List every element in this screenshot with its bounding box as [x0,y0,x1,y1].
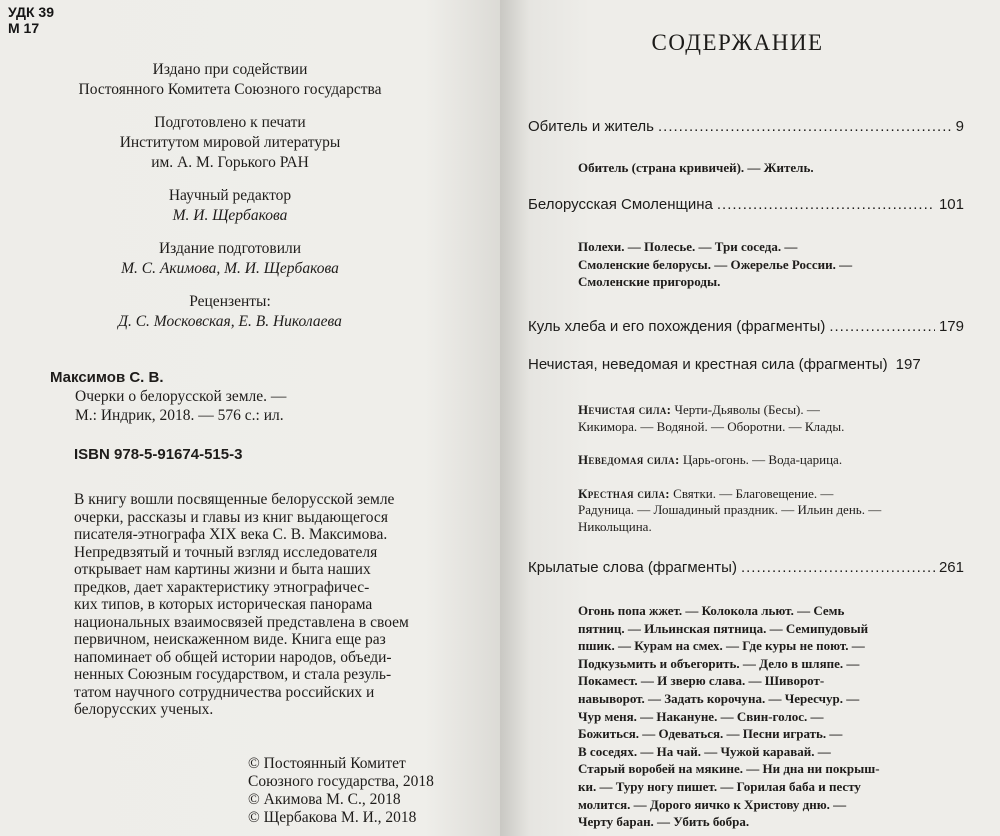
annotation-line: ненных Союзным государством, и стала резуль- [74,666,392,683]
subentry-line [578,486,968,503]
toc-entry-page: 179 [938,318,964,335]
editor-name: М. И. Щербакова [172,207,288,224]
subentry-line: пятниц. — Ильинская пятница. — Семипудовый [578,620,869,636]
toc-entry-title: Нечистая, неведомая и крестная сила (фрагменты) [528,356,888,373]
toc-heading: СОДЕРЖАНИЕ [651,30,824,55]
subentry-line: Огонь попа жжет. — Колокола льют. — Семь [578,603,845,618]
toc-subentries-sila [578,402,968,535]
copyright-line: © Щербакова М. И., 2018 [248,809,417,826]
subentry-label: Крестная сила: [578,485,670,501]
toc-subentries [578,160,968,177]
subentry-label: Неведомая сила: [578,452,680,467]
annotation-line: Непредвзятый и точный взгляд исследователя [74,543,378,561]
toc-entry-page: 261 [938,559,964,576]
toc-subentries [578,238,968,291]
subentry-line [578,452,968,469]
credit-group [0,60,460,100]
credit-group [0,113,460,173]
annotation [74,491,424,719]
annotation-line: предков, дает характеристику этнографичес- [74,578,370,596]
subentry-line: Старый воробей на мякине. — Ни дна ни покрыш- [578,761,880,777]
toc-entry-title: Крылатые слова (фрагменты) [528,559,737,576]
subentry-line: Никольщина. [578,518,652,534]
isbn: ISBN 978-5-91674-515-3 [74,446,243,463]
annotation-line: белорусских ученых. [74,701,214,718]
credit-line: Издание подготовили [158,240,302,257]
subentry-line: ки. — Туру ногу пишет. — Горилая баба и песту [578,778,861,794]
credit-line: Подготовлено к печати [154,114,306,131]
credit-line: им. А. М. Горького РАН [151,154,309,171]
subentry-line: пшик. — Курам на смех. — Где куры не поют. — [578,638,865,654]
credit-line: Издано при содействии [152,61,308,78]
toc-entry-title: Куль хлеба и его похождения (фрагменты) [528,318,826,335]
toc-entry[interactable] [528,196,964,213]
subentry-line: Обитель (страна кривичей). — Житель. [578,160,814,175]
subentry-line: Кикимора. — Водяной. — Оборотни. — Клады. [578,418,845,434]
toc-entry-page: 101 [938,196,964,213]
toc-leader [658,118,952,135]
credit-group-prepared [0,239,460,279]
copyright-line: Союзного государства, 2018 [248,773,434,790]
annotation-line: писателя-этнографа XIX века С. В. Максимова. [74,526,388,543]
annotation-line: открывает нам картины жизни и быта наших [74,561,371,578]
bibliographic-record [50,368,286,425]
udk-code [8,4,54,36]
toc-entry[interactable] [528,118,964,135]
toc-entry-page: 197 [895,356,921,373]
subentry-line: навыворот. — Задать корочуна. — Чересчур. — [578,690,860,706]
subentry-line: Покамест. — И зверю слава. — Шиворот- [578,673,825,689]
subentry-line: Радуница. — Лошадиный праздник. — Ильин день. — [578,502,882,517]
toc-leader [717,196,935,213]
copyright-line: © Акимова М. С., 2018 [248,791,401,808]
credit-line: Институтом мировой литературы [119,134,341,151]
udk-line: М 17 [8,20,40,36]
copyright-block [248,755,434,827]
subentry-line: Полехи. — Полесье. — Три соседа. — [578,239,798,254]
credit-group-reviewers [0,292,460,332]
annotation-line: напоминает об общей истории народов, объеди- [74,648,392,666]
annotation-line: В книгу вошли посвященные белорусской земле [74,491,395,508]
toc-entry-title: Белорусская Смоленщина [528,196,713,213]
subentry-label: Нечистая сила: [578,402,672,417]
annotation-line: национальных взаимосвязей представлена в своем [74,613,409,631]
annotation-line: очерки, рассказы и главы из книг выдающегося [74,508,388,526]
preparers-names: М. С. Акимова, М. И. Щербакова [121,260,339,277]
publication-credits [0,60,460,345]
toc-leader [741,559,935,576]
reviewers-names: Д. С. Московская, Е. В. Николаева [118,313,342,330]
annotation-line: первичном, неискаженном виде. Книга еще раз [74,631,386,648]
toc-entry-page: 9 [955,118,964,135]
subentry-line: В соседях. — На чай. — Чужой каравай. — [578,743,831,759]
subentry-text: Царь-огонь. — Вода-царица. [682,452,843,467]
toc-entry[interactable] [528,559,964,576]
subentry-line: Смоленские пригороды. [578,274,721,290]
imprint: М.: Индрик, 2018. — 576 с.: ил. [75,407,284,424]
copyright-line: © Постоянный Комитет [248,755,406,772]
subentry-line [578,402,968,419]
udk-line: УДК 39 [8,4,54,20]
subentry-line: Божиться. — Одеваться. — Песни играть. — [578,726,843,742]
author: Максимов С. В. [50,369,164,386]
toc-entry[interactable] [528,356,964,373]
toc-entry-title: Обитель и житель [528,118,654,135]
credit-line: Научный редактор [168,187,292,204]
annotation-line: татом научного сотрудничества российских и [74,683,375,701]
right-page [500,0,1000,836]
toc-entry[interactable] [528,318,964,335]
annotation-line: ких типов, в которых историческая панорама [74,596,373,613]
book-title: Очерки о белорусской земле. — [75,388,287,405]
subentry-text: Святки. — Благовещение. — [673,485,834,501]
subentry-text: Черти-Дьяволы (Бесы). — [674,402,820,417]
subentry-line: Черту баран. — Убить бобра. [578,814,750,830]
subentry-line: Подкузьмить и объегорить. — Дело в шляпе. — [578,655,860,671]
subentry-line: Чур меня. — Накануне. — Свин-голос. — [578,708,824,724]
subentry-line: Смоленские белорусы. — Ожерелье России. — [578,256,853,272]
credit-line: Постоянного Комитета Союзного государства [78,81,382,98]
credit-group-editor [0,186,460,226]
toc-subentries-krylatye [578,602,968,831]
credit-line: Рецензенты: [189,293,271,310]
subentry-line: молится. — Дорого яичко к Христову дню. — [578,796,847,812]
toc-leader [829,318,935,335]
